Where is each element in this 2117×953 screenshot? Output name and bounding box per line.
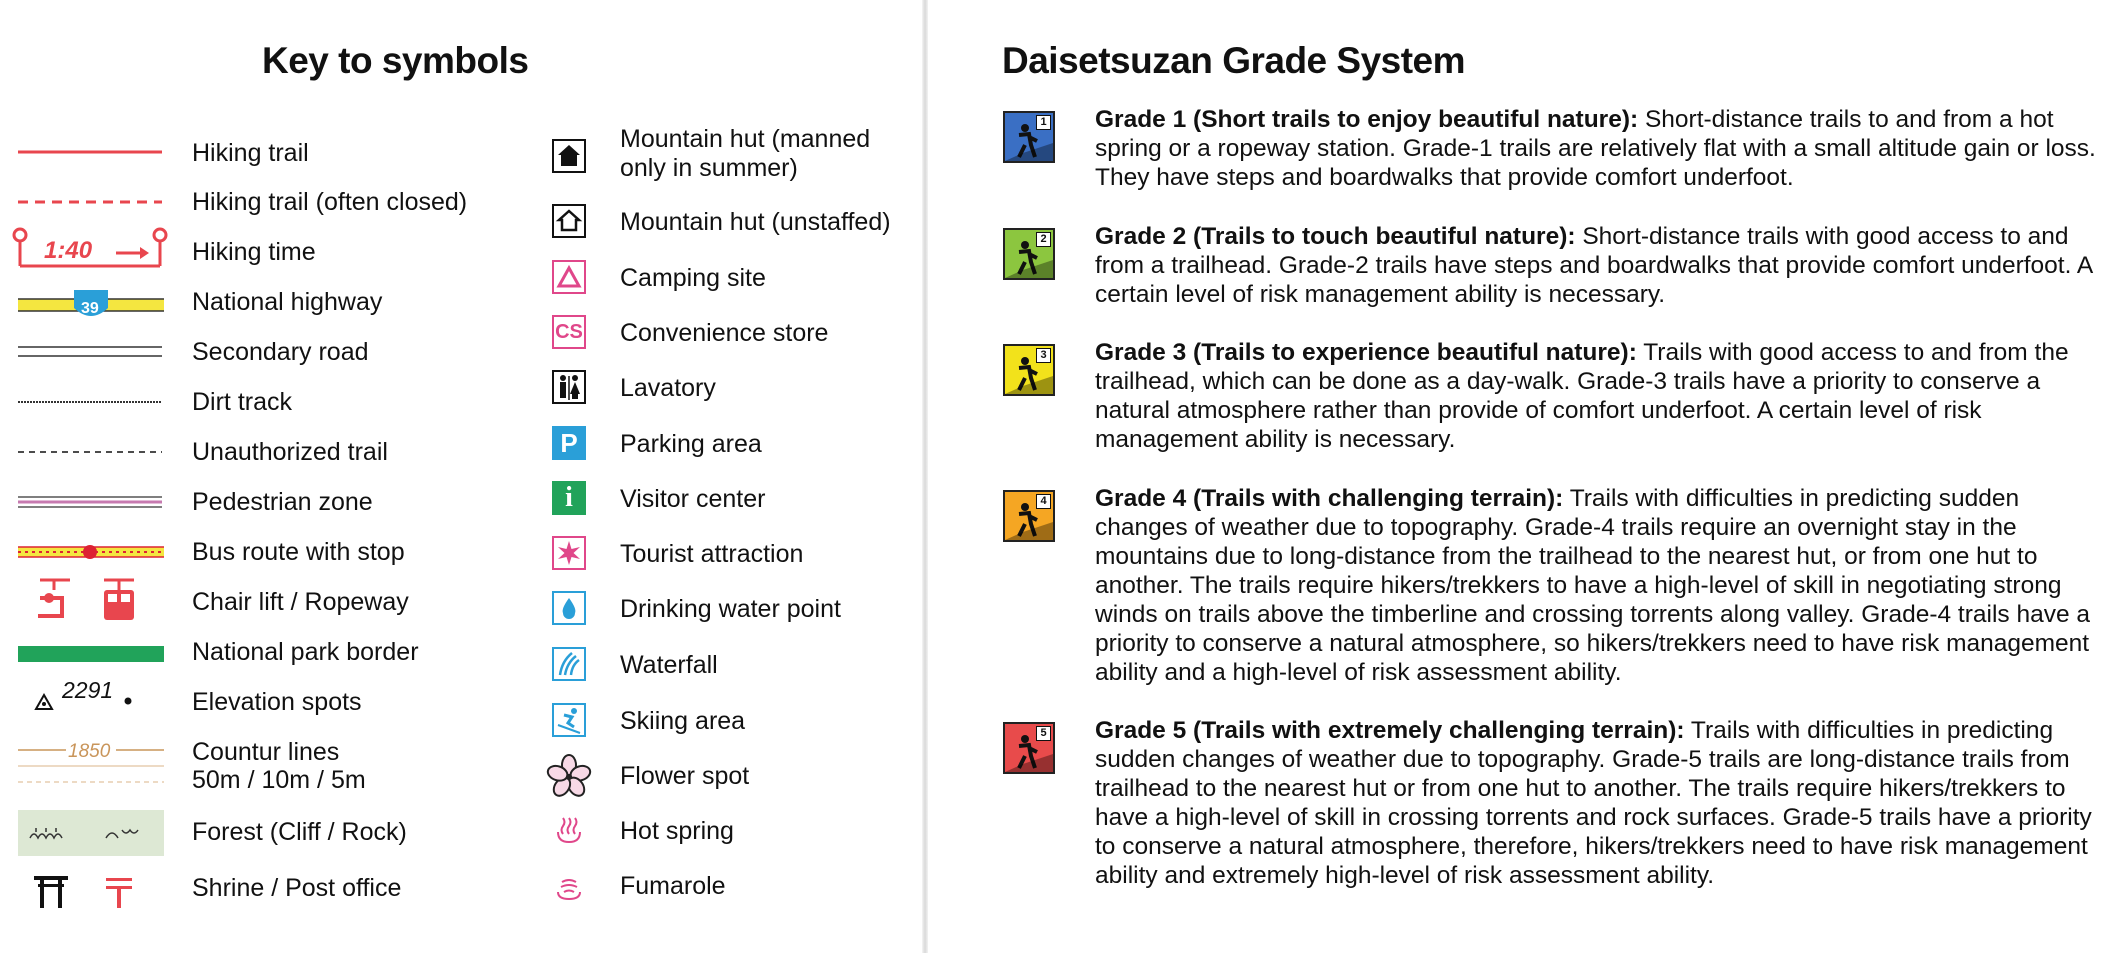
bus-route-line [16,540,166,564]
convenience-store-icon: CS [552,315,586,349]
legend-label-line2: only in summer) [620,154,798,182]
grade-4-icon [1003,490,1055,542]
manned-hut-icon [552,139,586,173]
pedestrian-zone-line [16,492,166,512]
grade-heading: Grade 3 (Trails to experience beautiful nature): [1095,339,1637,366]
legend-label: National highway [192,288,383,316]
legend-label: Visitor center [620,485,766,513]
grade-heading: Grade 1 (Short trails to enjoy beautiful nature): [1095,106,1639,133]
hot-spring-icon [552,814,586,848]
legend-label: Pedestrian zone [192,488,373,516]
grade-3-description [1095,338,2100,454]
hiking-time-sample: 1:40 [44,237,93,264]
legend-label: Tourist attraction [620,540,804,568]
hiking-trail-dashed-line [16,192,166,212]
flower-icon [546,754,592,800]
legend-label: Waterfall [620,651,718,679]
legend-label: Countur lines [192,738,340,766]
chair-lift-ropeway-icon [30,576,150,626]
legend-label: Camping site [620,264,766,292]
legend-label: Unauthorized trail [192,438,388,466]
legend-label: Lavatory [620,374,716,402]
grade-text: Short-distance trails with good access to and from a trailhead. Grade-2 trails have steps and boardwalks that provide comfort underfoot. A certain level of risk management ability is necessary. [1095,223,2092,308]
waterfall-icon [552,647,586,681]
camping-icon [552,260,586,294]
grade-text: Trails with good access to and from the trailhead, which can be done as a day-walk. Grade-3 trails have a priority to conserve a natural atmosphere rather than provide of comfort underfoot. A certain level of risk management ability is necessary. [1095,339,2069,453]
hiking-trail-line [16,142,166,162]
grade-heading: Grade 4 (Trails with challenging terrain): [1095,485,1564,512]
legend-label: Parking area [620,430,762,458]
grade-heading: Grade 2 (Trails to touch beautiful nature): [1095,223,1576,250]
legend-label: Skiing area [620,707,746,735]
skiing-icon [552,703,586,737]
elevation-dot-icon [122,695,134,707]
legend-label: Chair lift / Ropeway [192,588,409,616]
grade-number-badge: 5 [1036,726,1051,741]
grade-3-icon [1003,344,1055,396]
lavatory-icon [552,370,586,404]
grade-number-badge: 1 [1036,115,1051,130]
fumarole-icon [552,870,586,904]
shrine-post-office-icon [30,872,150,912]
legend-label-line2: 50m / 10m / 5m [192,766,366,794]
unauthorized-trail-line [16,442,166,462]
legend-label: Dirt track [192,388,292,416]
legend-label: National park border [192,638,419,666]
legend-label: Hiking trail [192,139,309,167]
grade-1-icon [1003,111,1055,163]
legend-label: Hiking time [192,238,316,266]
tourist-attraction-icon [552,536,586,570]
forest-cliff-rock-pattern [18,810,164,856]
grade-2-description [1095,222,2100,309]
legend-label: Secondary road [192,338,369,366]
legend-label: Bus route with stop [192,538,405,566]
grade-5-description [1095,716,2100,890]
legend-label: Hiking trail (often closed) [192,188,468,216]
legend-label: Convenience store [620,319,829,347]
legend-label: Elevation spots [192,688,362,716]
grade-1-description [1095,105,2100,192]
legend-label: Fumarole [620,872,726,900]
grade-4-description [1095,484,2100,687]
legend-label: Flower spot [620,762,750,790]
secondary-road-line [16,342,166,362]
legend-label: Shrine / Post office [192,874,402,902]
elevation-sample: 2291 [62,677,114,703]
highway-number: 39 [81,300,99,317]
legend-label: Mountain hut (unstaffed) [620,208,891,236]
visitor-center-icon: i [552,481,586,515]
legend-label: Mountain hut (manned [620,125,871,153]
national-park-border-line [16,644,166,664]
contour-sample: 1850 [68,741,111,762]
dirt-track-line [16,392,166,412]
unstaffed-hut-icon [552,204,586,238]
grade-text: Short-distance trails to and from a hot spring or a ropeway station. Grade-1 trails are relatively flat with a small altitude gain or loss. They have steps and boardwalks that provide comfort underfoot. [1095,106,2096,191]
grade-number-badge: 2 [1036,232,1051,247]
legend-label: Hot spring [620,817,734,845]
legend-label: Drinking water point [620,595,841,623]
grade-2-icon [1003,228,1055,280]
key-title: Key to symbols [262,40,529,81]
grade-system-title: Daisetsuzan Grade System [1002,40,1466,81]
drinking-water-icon [552,591,586,625]
grade-number-badge: 3 [1036,348,1051,363]
grade-heading: Grade 5 (Trails with extremely challenging terrain): [1095,717,1685,744]
grade-number-badge: 4 [1036,494,1051,509]
legend-label: Forest (Cliff / Rock) [192,818,407,846]
parking-icon: P [552,426,586,460]
triangulation-point-icon [34,692,54,712]
grade-text: Trails with difficulties in predicting sudden changes of weather due to topography. Grade-5 trails are long-distance trails from trailhead to the nearest hut or from one hut to another. The trails require hikers/trekkers to have a high-level of skill in crossing torrents and rock surfaces. Grade-5 trails have a priority to conserve a natural atmosphere, therefore, hikers/trekkers need to have risk management ability and extremely high-level of risk assessment ability. [1095,717,2092,889]
grade-text: Trails with difficulties in predicting sudden changes of weather due to topography. Grade-4 trails require an overnight stay in the mountains due to long-distance from the trailhead to the nearest hut, or from one hut to another. The trails require hikers/trekkers to have a high-level of skill in negotiating strong winds on trails above the timberline and crossing torrents along valley. Grade-4 trails have a priority to conserve a natural atmosphere, so hikers/trekkers need to have risk management ability and a high-level of risk assessment ability. [1095,485,2091,686]
page-fold [922,0,928,953]
grade-5-icon [1003,722,1055,774]
